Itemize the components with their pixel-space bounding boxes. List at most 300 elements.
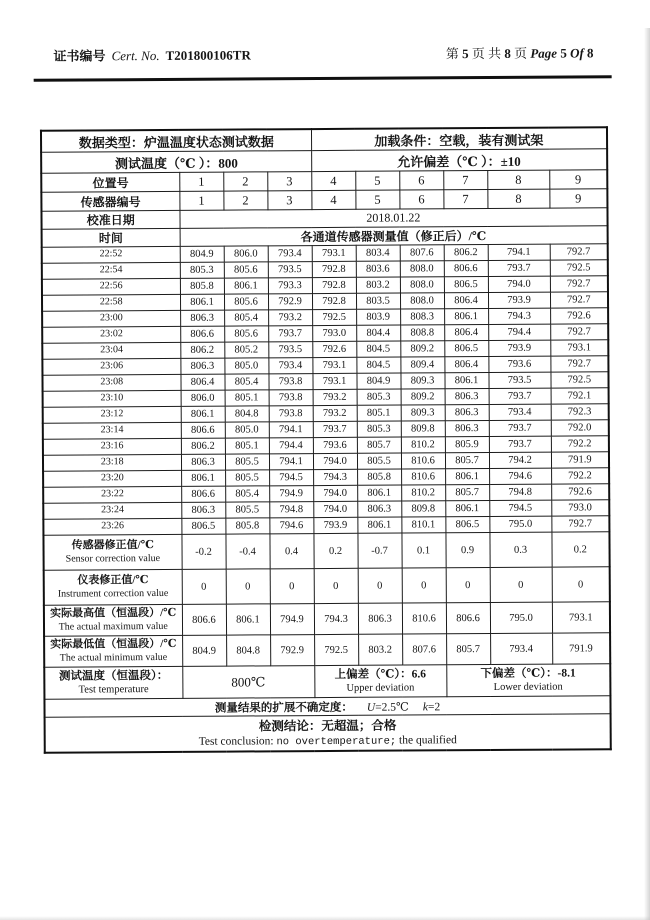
sensor-number-cell: 9 (549, 189, 607, 208)
reading-value-cell: 793.4 (268, 246, 312, 262)
position-number-cell: 4 (311, 171, 355, 190)
reading-value-cell: 793.1 (550, 340, 608, 356)
k-value: =2 (427, 700, 441, 713)
reading-value-cell: 806.1 (357, 517, 401, 533)
summary-label-en: Instrument correction value (57, 587, 169, 600)
reading-value-cell: 792.6 (551, 484, 609, 500)
summary-value-cell: 806.6 (446, 602, 490, 633)
reading-value-cell: 809.8 (401, 421, 445, 437)
page-number-en: 5 (560, 45, 567, 61)
reading-time-cell: 23:24 (43, 502, 181, 519)
reading-value-cell: 806.1 (181, 406, 225, 422)
reading-value-cell: 805.7 (357, 437, 401, 453)
reading-value-cell: 805.9 (445, 436, 489, 452)
reading-value-cell: 803.4 (356, 245, 400, 261)
reading-value-cell: 794.3 (313, 469, 357, 485)
summary-value-cell: 0 (358, 568, 402, 603)
test-data-table (40, 126, 612, 753)
uncertainty-u (367, 699, 409, 713)
reading-value-cell: 808.0 (400, 277, 444, 293)
document-header (53, 42, 593, 64)
reading-value-cell: 806.0 (181, 390, 225, 406)
summary-value-cell: -0.7 (357, 533, 401, 568)
reading-value-cell: 792.2 (551, 436, 609, 452)
reading-value-cell: 793.0 (312, 325, 356, 341)
reading-time-cell: 23:08 (42, 374, 180, 391)
summary-value-cell: 804.8 (226, 635, 270, 666)
reading-time-cell: 23:26 (43, 518, 181, 535)
reading-value-cell: 792.5 (312, 309, 356, 325)
reading-value-cell: 793.7 (489, 420, 551, 436)
reading-value-cell: 792.8 (312, 277, 356, 293)
position-number-cell: 3 (267, 172, 311, 191)
position-number-cell: 5 (355, 171, 399, 190)
reading-value-cell: 793.1 (312, 373, 356, 389)
reading-value-cell: 792.7 (550, 292, 608, 308)
u-value: =2.5℃ (375, 700, 409, 714)
reading-value-cell: 806.6 (181, 486, 225, 502)
reading-value-cell: 806.3 (180, 358, 224, 374)
reading-value-cell: 806.2 (180, 342, 224, 358)
summary-row-label (43, 534, 181, 570)
reading-value-cell: 794.0 (313, 453, 357, 469)
position-number-cell: 6 (399, 171, 443, 190)
summary-row-label (44, 604, 182, 636)
reading-time-cell: 23:02 (42, 326, 180, 343)
summary-value-cell: 793.1 (552, 602, 610, 633)
summary-value-cell: 807.6 (402, 634, 446, 665)
summary-value-cell: 0.2 (313, 533, 357, 568)
summary-value-cell: -0.2 (181, 534, 225, 569)
conclusion-row (45, 714, 611, 753)
reading-value-cell: 794.6 (269, 518, 313, 534)
summary-value-cell: 791.9 (552, 633, 610, 664)
summary-label-en: The actual maximum value (58, 620, 168, 633)
page-number: 5 (462, 46, 469, 62)
reading-value-cell: 791.9 (551, 452, 609, 468)
reading-value-cell: 794.1 (269, 454, 313, 470)
reading-value-cell: 794.0 (313, 485, 357, 501)
summary-value-cell: 0 (226, 569, 270, 604)
conclusion-cn: 检测结论：无超温；合格 (258, 718, 397, 734)
page-indicator (446, 42, 594, 62)
reading-value-cell: 806.3 (181, 502, 225, 518)
summary-row (44, 567, 610, 605)
position-number-cell: 8 (487, 170, 549, 189)
lower-deviation-cn: 下偏差（℃）：-8.1 (480, 667, 576, 680)
conclusion-en-suffix: the qualified (396, 734, 457, 747)
reading-value-cell: 805.8 (180, 278, 224, 294)
reading-value-cell: 806.2 (181, 438, 225, 454)
data-type-cell: 数据类型：炉温温度状态测试数据 (41, 129, 311, 152)
reading-value-cell: 792.2 (551, 468, 609, 484)
reading-value-cell: 806.2 (444, 245, 488, 261)
reading-value-cell: 806.6 (181, 422, 225, 438)
summary-row (44, 633, 610, 667)
reading-time-cell: 23:22 (43, 486, 181, 503)
summary-label-cn: 实际最高值（恒温段）/℃ (50, 607, 177, 620)
reading-value-cell: 794.4 (269, 438, 313, 454)
channel-header-cell: 各通道传感器测量值（修正后）/℃ (180, 226, 608, 247)
table-head-rows (41, 127, 608, 247)
reading-value-cell: 792.1 (551, 388, 609, 404)
page-indicator-zh-end: 页 (514, 45, 528, 61)
summary-label-en: Sensor correction value (65, 552, 161, 565)
sensor-number-cell: 2 (223, 191, 267, 210)
reading-time-cell: 23:16 (43, 438, 181, 455)
reading-value-cell: 805.4 (224, 374, 268, 390)
reading-value-cell: 792.7 (550, 356, 608, 372)
summary-value-cell: 0.4 (269, 534, 313, 569)
reading-value-cell: 792.5 (550, 260, 608, 276)
allowed-deviation-cell: 允许偏差（℃ ）：±10 (311, 149, 607, 172)
summary-row-label (44, 635, 182, 667)
summary-value-cell: 804.9 (182, 635, 226, 666)
reading-value-cell: 805.6 (224, 294, 268, 310)
reading-value-cell: 793.3 (268, 278, 312, 294)
position-number-cell: 1 (179, 172, 223, 191)
reading-value-cell: 809.8 (401, 501, 445, 517)
reading-value-cell: 805.3 (180, 262, 224, 278)
reading-value-cell: 806.3 (357, 501, 401, 517)
summary-value-cell: 792.5 (314, 634, 358, 665)
summary-value-cell: 803.2 (358, 634, 402, 665)
reading-value-cell: 805.3 (357, 389, 401, 405)
reading-value-cell: 805.0 (224, 358, 268, 374)
summary-value-cell: 0 (552, 567, 610, 602)
reading-value-cell: 806.1 (357, 485, 401, 501)
reading-time-cell: 23:06 (42, 358, 180, 375)
reading-value-cell: 806.0 (224, 246, 268, 262)
reading-value-cell: 793.4 (489, 404, 551, 420)
reading-value-cell: 793.0 (551, 500, 609, 516)
summary-row-label (44, 569, 182, 605)
reading-value-cell: 803.6 (356, 261, 400, 277)
page-indicator-zh: 第 (445, 46, 459, 62)
reading-value-cell: 794.0 (488, 276, 550, 292)
reading-value-cell: 803.9 (356, 309, 400, 325)
reading-value-cell: 793.9 (488, 340, 550, 356)
footer-test-temp-value: 800℃ (182, 666, 314, 699)
reading-time-cell: 22:58 (42, 294, 180, 311)
summary-label-cn: 实际最低值（恒温段）/℃ (50, 638, 177, 651)
reading-value-cell: 805.7 (445, 452, 489, 468)
reading-time-cell: 23:10 (43, 390, 181, 407)
reading-value-cell: 805.6 (224, 326, 268, 342)
summary-value-cell: 0 (314, 568, 358, 603)
reading-value-cell: 792.6 (550, 308, 608, 324)
reading-value-cell: 810.1 (401, 517, 445, 533)
reading-value-cell: 805.5 (225, 502, 269, 518)
footer-test-temp-label-en: Test temperature (78, 683, 149, 696)
reading-value-cell: 808.3 (400, 309, 444, 325)
reading-value-cell: 794.3 (488, 308, 550, 324)
reading-value-cell: 806.3 (445, 404, 489, 420)
reading-value-cell: 805.1 (225, 390, 269, 406)
reading-value-cell: 806.3 (180, 310, 224, 326)
reading-value-cell: 806.1 (445, 468, 489, 484)
summary-value-cell: 806.6 (182, 604, 226, 635)
reading-value-cell: 810.6 (401, 453, 445, 469)
position-number-cell: 2 (223, 172, 267, 191)
lower-deviation-cell (446, 664, 610, 697)
reading-value-cell: 809.3 (401, 405, 445, 421)
reading-time-cell: 23:20 (43, 470, 181, 487)
cert-number-label-en: Cert. No. (111, 48, 160, 64)
reading-value-cell: 806.6 (180, 326, 224, 342)
reading-value-cell: 794.1 (269, 422, 313, 438)
reading-value-cell: 805.5 (357, 453, 401, 469)
cert-number-value: T201800106TR (165, 47, 251, 63)
reading-value-cell: 805.5 (225, 470, 269, 486)
reading-value-cell: 794.6 (489, 468, 551, 484)
reading-value-cell: 794.0 (313, 501, 357, 517)
summary-value-cell: 794.3 (314, 603, 358, 634)
summary-label-cn: 仪表修正值/℃ (77, 574, 149, 587)
header-rule (34, 75, 612, 82)
reading-value-cell: 804.9 (180, 246, 224, 262)
reading-value-cell: 806.3 (445, 388, 489, 404)
reading-value-cell: 792.3 (551, 404, 609, 420)
reading-value-cell: 793.9 (488, 292, 550, 308)
reading-value-cell: 804.5 (356, 341, 400, 357)
reading-value-cell: 792.7 (550, 324, 608, 340)
reading-time-cell: 22:54 (42, 262, 180, 279)
reading-value-cell: 792.8 (312, 261, 356, 277)
reading-value-cell: 792.7 (550, 276, 608, 292)
calibration-date-label: 校准日期 (41, 210, 179, 229)
reading-value-cell: 809.2 (401, 389, 445, 405)
reading-value-cell: 805.4 (224, 310, 268, 326)
reading-value-cell: 806.1 (444, 372, 488, 388)
reading-value-cell: 793.6 (313, 437, 357, 453)
scan-edge-right (644, 28, 650, 920)
reading-value-cell: 793.5 (488, 372, 550, 388)
reading-value-cell: 793.5 (268, 262, 312, 278)
summary-body (43, 532, 610, 667)
reading-value-cell: 805.3 (357, 421, 401, 437)
sensor-number-cell: 7 (443, 190, 487, 209)
summary-row (44, 602, 610, 636)
reading-value-cell: 793.9 (313, 517, 357, 533)
summary-value-cell: 793.4 (490, 633, 552, 664)
reading-value-cell: 809.2 (400, 341, 444, 357)
calibration-date-value: 2018.01.22 (179, 208, 607, 229)
reading-time-cell: 22:52 (42, 246, 180, 263)
reading-value-cell: 793.4 (268, 358, 312, 374)
summary-value-cell: 794.9 (270, 604, 314, 635)
reading-value-cell: 805.7 (445, 484, 489, 500)
reading-value-cell: 806.4 (444, 357, 488, 373)
reading-value-cell: 794.4 (488, 324, 550, 340)
reading-value-cell: 810.2 (401, 437, 445, 453)
u-symbol: U (366, 701, 376, 714)
reading-value-cell: 793.1 (312, 245, 356, 261)
sensor-number-cell: 3 (267, 191, 311, 210)
reading-time-cell: 23:12 (43, 406, 181, 423)
reading-value-cell: 805.4 (225, 486, 269, 502)
reading-value-cell: 793.2 (313, 389, 357, 405)
reading-value-cell: 794.9 (269, 486, 313, 502)
summary-value-cell: -0.4 (225, 534, 269, 569)
summary-value-cell: 0 (446, 567, 490, 602)
reading-value-cell: 806.4 (180, 374, 224, 390)
sensor-number-cell: 8 (487, 189, 549, 208)
position-number-cell: 7 (443, 171, 487, 190)
uncertainty-label: 测量结果的扩展不确定度： (214, 701, 353, 715)
reading-value-cell: 804.5 (356, 357, 400, 373)
conclusion-cell (45, 714, 611, 753)
upper-deviation-cell (314, 665, 446, 698)
summary-label-en: The actual minimum value (59, 651, 168, 664)
reading-value-cell: 805.6 (224, 262, 268, 278)
footer-temperature-row (44, 664, 610, 699)
reading-value-cell: 792.0 (551, 420, 609, 436)
reading-value-cell: 792.7 (551, 516, 609, 532)
reading-value-cell: 793.2 (313, 405, 357, 421)
reading-value-cell: 806.5 (444, 277, 488, 293)
load-condition-cell: 加载条件：空载，装有测试架 (311, 127, 607, 150)
of-word-en: Of (570, 45, 584, 61)
reading-value-cell: 809.4 (400, 357, 444, 373)
reading-value-cell: 805.5 (225, 454, 269, 470)
upper-deviation-en: Upper deviation (346, 682, 415, 694)
reading-value-cell: 806.3 (445, 420, 489, 436)
time-header-label: 时间 (42, 228, 180, 247)
reading-value-cell: 805.1 (357, 405, 401, 421)
reading-value-cell: 792.7 (550, 244, 608, 260)
reading-value-cell: 792.8 (312, 293, 356, 309)
reading-value-cell: 808.0 (400, 261, 444, 277)
summary-value-cell: 792.9 (270, 635, 314, 666)
readings-body (42, 244, 610, 535)
reading-value-cell: 806.4 (444, 293, 488, 309)
summary-value-cell: 0 (270, 569, 314, 604)
reading-value-cell: 805.8 (225, 518, 269, 534)
summary-label-cn: 传感器修正值/℃ (71, 539, 154, 552)
reading-value-cell: 805.1 (225, 438, 269, 454)
summary-value-cell: 810.6 (402, 603, 446, 634)
reading-value-cell: 803.2 (356, 277, 400, 293)
reading-value-cell: 793.8 (268, 374, 312, 390)
conclusion-en-prefix: Test conclusion: (198, 735, 277, 748)
footer-test-temp-label-cn: 测试温度（恒温段）： (58, 669, 169, 683)
summary-value-cell: 795.0 (490, 602, 552, 633)
reading-value-cell: 810.6 (401, 469, 445, 485)
reading-value-cell: 793.7 (268, 326, 312, 342)
conclusion-en-mono: no overtemperature; (276, 735, 397, 749)
reading-value-cell: 804.9 (356, 373, 400, 389)
reading-value-cell: 794.8 (489, 484, 551, 500)
sensor-number-cell: 6 (399, 190, 443, 209)
sensor-number-cell: 5 (355, 190, 399, 209)
summary-value-cell: 0.9 (445, 532, 489, 567)
sensor-number-label: 传感器编号 (41, 191, 179, 211)
reading-value-cell: 808.8 (400, 325, 444, 341)
reading-value-cell: 794.2 (489, 452, 551, 468)
cert-number-block (53, 44, 250, 64)
reading-value-cell: 793.1 (312, 357, 356, 373)
reading-value-cell: 793.6 (488, 356, 550, 372)
page-word-en: Page (530, 45, 558, 61)
reading-value-cell: 792.5 (550, 372, 608, 388)
page-total-en: 8 (586, 45, 594, 61)
reading-value-cell: 806.1 (224, 278, 268, 294)
position-label: 位置号 (41, 172, 179, 192)
summary-value-cell: 0.2 (551, 532, 609, 567)
reading-value-cell: 806.6 (444, 261, 488, 277)
reading-time-cell: 22:56 (42, 278, 180, 295)
reading-value-cell: 793.7 (313, 421, 357, 437)
summary-value-cell: 0.3 (489, 532, 551, 567)
reading-value-cell: 808.0 (400, 293, 444, 309)
sensor-number-cell: 4 (311, 190, 355, 209)
reading-value-cell: 793.7 (489, 436, 551, 452)
footer-test-temp-label (44, 666, 182, 699)
conclusion-en (46, 733, 610, 750)
reading-value-cell: 793.5 (268, 342, 312, 358)
scan-edge-bottom (0, 916, 650, 920)
reading-value-cell: 804.4 (356, 325, 400, 341)
reading-value-cell: 803.5 (356, 293, 400, 309)
reading-value-cell: 794.8 (269, 502, 313, 518)
reading-time-cell: 23:04 (42, 342, 180, 359)
reading-value-cell: 793.2 (268, 310, 312, 326)
reading-value-cell: 805.0 (225, 422, 269, 438)
page-total: 8 (504, 45, 511, 61)
summary-value-cell: 806.3 (358, 603, 402, 634)
summary-value-cell: 0 (402, 568, 446, 603)
reading-value-cell: 806.4 (444, 325, 488, 341)
reading-value-cell: 805.2 (224, 342, 268, 358)
table-footer-rows (44, 664, 611, 753)
reading-value-cell: 806.1 (180, 294, 224, 310)
reading-value-cell: 806.5 (181, 518, 225, 534)
reading-value-cell: 806.1 (445, 500, 489, 516)
reading-value-cell: 806.5 (444, 341, 488, 357)
reading-time-cell: 23:00 (42, 310, 180, 327)
reading-value-cell: 792.6 (312, 341, 356, 357)
summary-value-cell: 0 (490, 567, 552, 602)
reading-time-cell: 23:14 (43, 422, 181, 439)
sensor-number-cell: 1 (179, 191, 223, 210)
position-number-cell: 9 (549, 170, 607, 189)
reading-value-cell: 793.7 (488, 260, 550, 276)
test-temp-cell: 测试温度（℃ ）：800 (41, 151, 311, 174)
reading-value-cell: 793.7 (489, 388, 551, 404)
cert-number-label-cn: 证书编号 (53, 48, 106, 64)
reading-value-cell: 807.6 (400, 245, 444, 261)
summary-value-cell: 806.1 (226, 604, 270, 635)
reading-value-cell: 806.5 (445, 516, 489, 532)
reading-value-cell: 793.8 (269, 406, 313, 422)
reading-value-cell: 795.0 (489, 516, 551, 532)
reading-value-cell: 794.1 (488, 244, 550, 260)
reading-value-cell: 794.5 (489, 500, 551, 516)
reading-value-cell: 794.5 (269, 470, 313, 486)
summary-value-cell: 805.7 (446, 633, 490, 664)
reading-value-cell: 805.8 (357, 469, 401, 485)
reading-value-cell: 810.2 (401, 485, 445, 501)
reading-value-cell: 806.1 (181, 470, 225, 486)
reading-value-cell: 804.8 (225, 406, 269, 422)
uncertainty-k (423, 701, 440, 713)
reading-value-cell: 793.8 (269, 390, 313, 406)
reading-value-cell: 809.3 (400, 373, 444, 389)
reading-time-cell: 23:18 (43, 454, 181, 471)
summary-value-cell: 0.1 (401, 533, 445, 568)
upper-deviation-cn: 上偏差（℃）：6.6 (334, 668, 427, 681)
